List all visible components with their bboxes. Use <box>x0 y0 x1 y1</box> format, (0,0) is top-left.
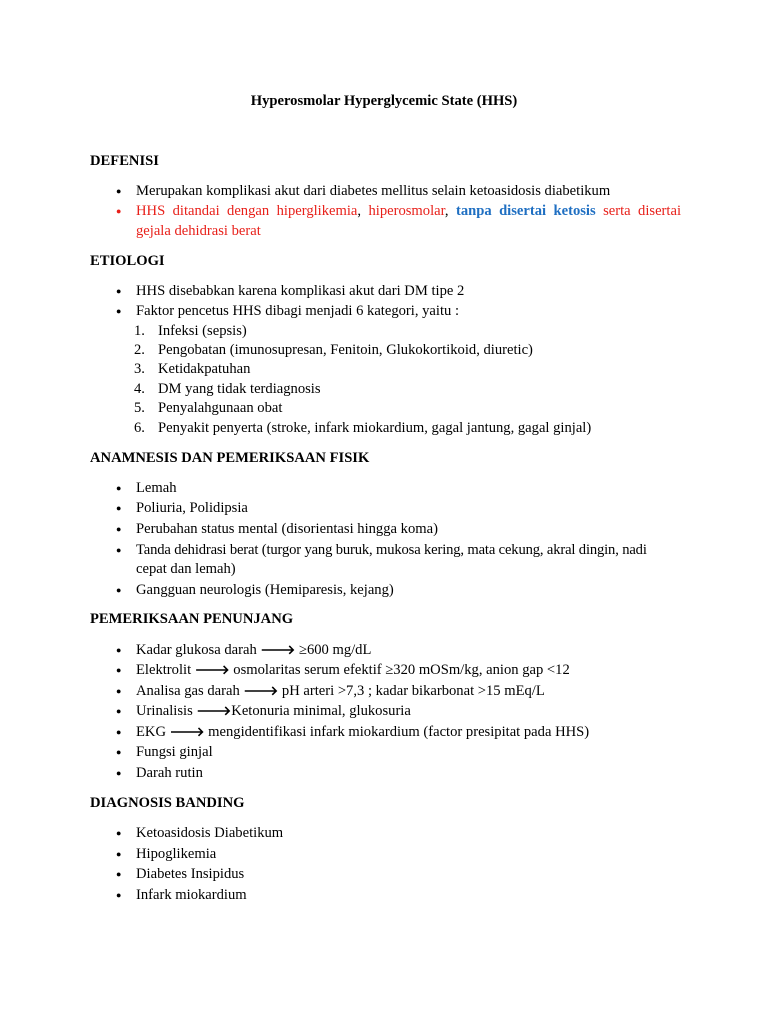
anamnesis-item: Poliuria, Polidipsia <box>136 500 248 516</box>
penunjang-item <box>136 683 681 700</box>
item-text: Ketonuria minimal, glukosuria <box>231 703 411 719</box>
heading-etiologi: ETIOLOGI <box>90 253 165 269</box>
penunjang-item <box>136 703 681 720</box>
keyword-hiperosmolar: hiperosmolar <box>368 203 445 219</box>
heading-anamnesis: ANAMNESIS DAN PEMERIKSAAN FISIK <box>90 450 370 466</box>
item-text: osmolaritas serum efektif ≥320 mOSm/kg, anion gap <12 <box>229 662 570 678</box>
heading-diagnosis-banding: DIAGNOSIS BANDING <box>90 795 245 811</box>
bullet-icon: ● <box>116 483 122 493</box>
penunjang-item <box>136 662 681 679</box>
anamnesis-item: Tanda dehidrasi berat (turgor yang buruk, mukosa kering, mata cekung, akral dingin, nadi <box>136 542 647 558</box>
etiologi-item-2: Faktor pencetus HHS dibagi menjadi 6 kategori, yaitu : <box>136 303 460 319</box>
text-segment: serta disertai <box>595 203 682 219</box>
bullet-icon: ● <box>116 849 122 859</box>
etiologi-list-item: Pengobatan (imunosupresan, Fenitoin, Glukokortikoid, diuretic) <box>158 342 533 358</box>
item-label: Analisa gas darah <box>136 683 244 699</box>
bullet-icon: ● <box>116 706 122 716</box>
bullet-icon: ● <box>116 503 122 513</box>
list-number: 4. <box>134 381 145 397</box>
anamnesis-item-continuation: cepat dan lemah) <box>136 561 236 577</box>
etiologi-list-item: Penyakit penyerta (stroke, infark miokardium, gagal jantung, gagal ginjal) <box>158 420 592 436</box>
bullet-icon: ● <box>116 727 122 737</box>
item-label: Elektrolit <box>136 662 195 678</box>
bullet-icon: ● <box>116 524 122 534</box>
item-label: EKG <box>136 724 170 740</box>
right-arrow-icon: 🡒 <box>243 684 279 699</box>
item-label: Kadar glukosa darah <box>136 642 261 658</box>
etiologi-list-item: DM yang tidak terdiagnosis <box>158 381 321 397</box>
defenisi-item-2-line-2: gejala dehidrasi berat <box>136 223 261 239</box>
list-number: 3. <box>134 361 145 377</box>
banding-item: Ketoasidosis Diabetikum <box>136 825 284 841</box>
item-text: pH arteri >7,3 ; kadar bikarbonat >15 mEq/L <box>278 683 545 699</box>
bullet-icon: ● <box>116 286 122 296</box>
text-segment: , <box>357 203 369 219</box>
text-segment: HHS ditandai dengan <box>136 203 277 219</box>
banding-item: Infark miokardium <box>136 887 247 903</box>
list-number: 6. <box>134 420 145 436</box>
bullet-icon: ● <box>116 206 122 216</box>
right-arrow-icon: 🡒 <box>194 663 230 678</box>
bullet-icon: ● <box>116 665 122 675</box>
defenisi-item-1: Merupakan komplikasi akut dari diabetes mellitus selain ketoasidosis diabetikum <box>136 183 611 199</box>
anamnesis-item: Lemah <box>136 480 177 496</box>
item-text: ≥600 mg/dL <box>295 642 372 658</box>
heading-penunjang: PEMERIKSAAN PENUNJANG <box>90 611 294 627</box>
bullet-icon: ● <box>116 828 122 838</box>
item-text: mengidentifikasi infark miokardium (factor presipitat pada HHS) <box>204 724 590 740</box>
right-arrow-icon: 🡒 <box>169 725 205 740</box>
defenisi-item-2 <box>136 203 681 220</box>
list-number: 1. <box>134 323 145 339</box>
bullet-icon: ● <box>116 747 122 757</box>
etiologi-item-1: HHS disebabkan karena komplikasi akut dari DM tipe 2 <box>136 283 465 299</box>
penunjang-item <box>136 642 681 659</box>
bullet-icon: ● <box>116 306 122 316</box>
banding-item: Diabetes Insipidus <box>136 866 245 882</box>
penunjang-item <box>136 724 681 741</box>
banding-item: Hipoglikemia <box>136 846 217 862</box>
heading-defenisi: DEFENISI <box>90 153 159 169</box>
right-arrow-icon: 🡒 <box>196 704 232 719</box>
etiologi-list-item: Penyalahgunaan obat <box>158 400 283 416</box>
bullet-icon: ● <box>116 686 122 696</box>
bullet-icon: ● <box>116 186 122 196</box>
etiologi-list-item: Infeksi (sepsis) <box>158 323 247 339</box>
list-number: 2. <box>134 342 145 358</box>
bullet-icon: ● <box>116 768 122 778</box>
document-title: Hyperosmolar Hyperglycemic State (HHS) <box>250 93 518 109</box>
keyword-tanpa-ketosis: tanpa disertai ketosis <box>455 203 596 219</box>
keyword-hiperglikemia: hiperglikemia <box>276 203 358 219</box>
bullet-icon: ● <box>116 645 122 655</box>
item-label: Urinalisis <box>136 703 197 719</box>
anamnesis-item: Perubahan status mental (disorientasi hingga koma) <box>136 521 438 537</box>
anamnesis-item: Gangguan neurologis (Hemiparesis, kejang) <box>136 582 394 598</box>
penunjang-item: Fungsi ginjal <box>136 744 213 760</box>
right-arrow-icon: 🡒 <box>260 643 296 658</box>
bullet-icon: ● <box>116 585 122 595</box>
bullet-icon: ● <box>116 545 122 555</box>
bullet-icon: ● <box>116 869 122 879</box>
penunjang-item: Darah rutin <box>136 765 203 781</box>
bullet-icon: ● <box>116 890 122 900</box>
text-segment: , <box>444 203 456 219</box>
etiologi-list-item: Ketidakpatuhan <box>158 361 251 377</box>
list-number: 5. <box>134 400 145 416</box>
